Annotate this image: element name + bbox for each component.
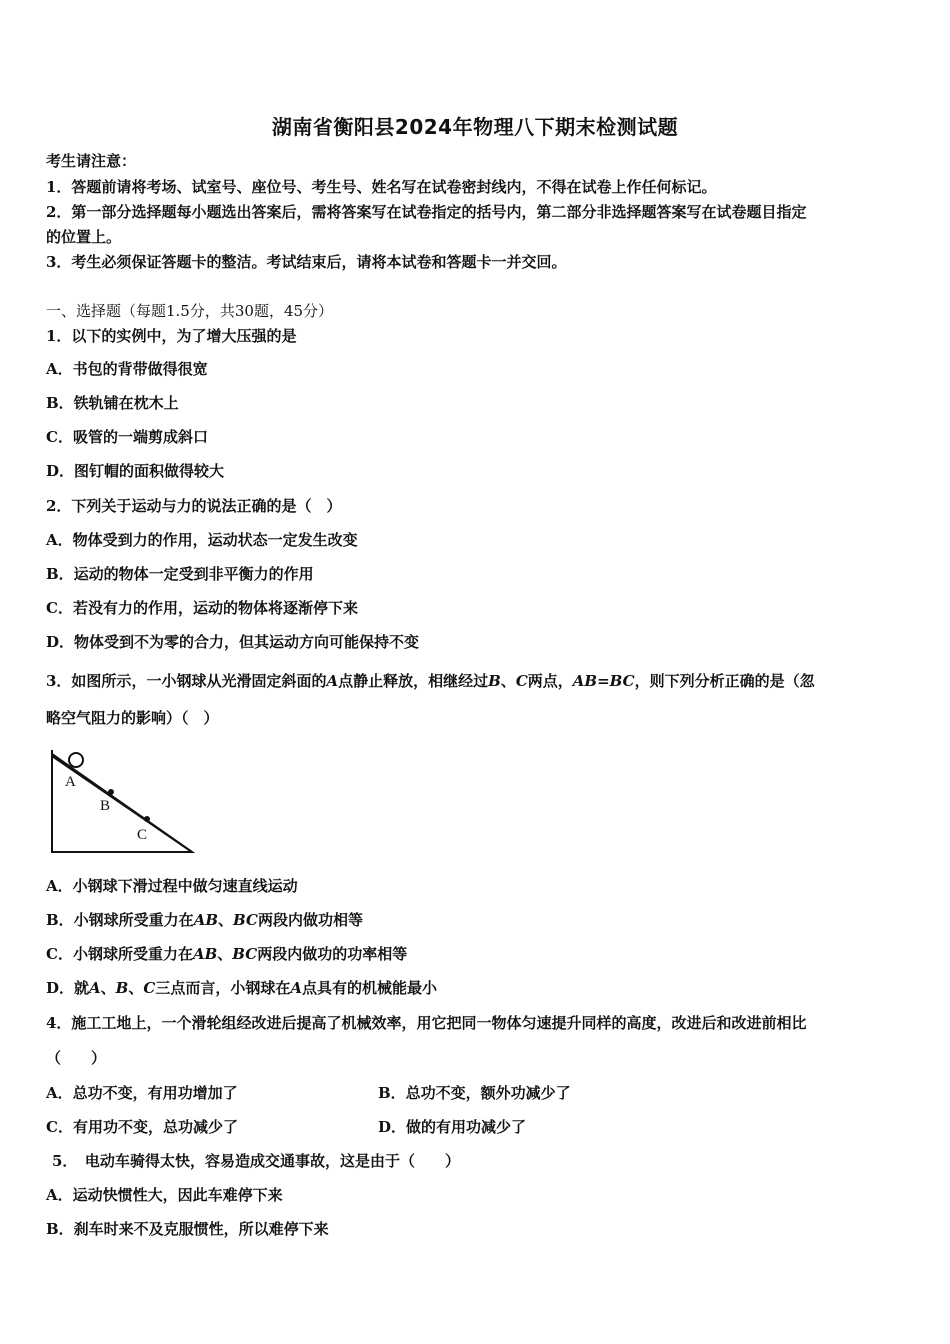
incline-figure	[44, 748, 204, 860]
q3-stem-text-3: 两点，	[527, 672, 573, 690]
notice-item-3: 3．考生必须保证答题卡的整洁。考试结束后，请将本试卷和答题卡一并交回。	[46, 253, 567, 271]
q3-option-d-a2: A	[290, 979, 302, 997]
q3-option-c-text-1: C．小钢球所受重力在	[46, 945, 193, 963]
q5-option-a: A．运动快惯性大，因此车难停下来	[46, 1186, 283, 1204]
q3-option-b-sep: 、	[218, 911, 234, 929]
figure-label-b: B	[100, 798, 111, 814]
q3-stem-line2: 略空气阻力的影响）（ ）	[46, 709, 219, 727]
q4-option-d: D．做的有用功减少了	[378, 1118, 527, 1136]
q3-point-a: A	[326, 672, 339, 690]
q4-stem-line1: 4．施工工地上，一个滑轮组经改进后提高了机械效率，用它把同一物体匀速提升同样的高度，改进后和改进前相比	[46, 1014, 807, 1032]
q2-option-d: D．物体受到不为零的合力，但其运动方向可能保持不变	[46, 633, 420, 651]
q1-option-a: A．书包的背带做得很宽	[46, 360, 208, 378]
q2-option-a: A．物体受到力的作用，运动状态一定发生改变	[46, 531, 358, 549]
q3-stem-text-2: 点静止释放，相继经过	[338, 672, 489, 690]
notice-item-2-cont: 的位置上。	[46, 228, 122, 246]
q3-option-d-c: C	[143, 979, 156, 997]
q1-option-d: D．图钉帽的面积做得较大	[46, 462, 225, 480]
q3-option-c-ab: AB	[192, 945, 218, 963]
q1-option-b: B．铁轨铺在枕木上	[46, 394, 179, 412]
q3-option-d-text-1: D．就	[46, 979, 90, 997]
q1-stem: 1．以下的实例中，为了增大压强的是	[46, 327, 297, 345]
q2-option-c: C．若没有力的作用，运动的物体将逐渐停下来	[46, 599, 358, 617]
q3-option-d-b: B	[115, 979, 129, 997]
q2-stem: 2．下列关于运动与力的说法正确的是（ ）	[46, 497, 342, 515]
page-title: 湖南省衡阳县2024年物理八下期末检测试题	[271, 115, 679, 139]
q3-option-d-sep-1: 、	[100, 979, 116, 997]
steel-ball	[69, 753, 83, 767]
q3-option-d-a: A	[89, 979, 101, 997]
q3-option-d-text-3: 点具有的机械能最小	[301, 979, 437, 997]
q3-option-b-text-2: 两段内做功相等	[257, 911, 363, 929]
q3-option-c-sep: 、	[217, 945, 233, 963]
figure-label-c: C	[137, 827, 148, 843]
q3-option-d	[46, 978, 437, 998]
q3-option-b-text-1: B．小钢球所受重力在	[46, 911, 194, 929]
notice-item-2: 2．第一部分选择题每小题选出答案后，需将答案写在试卷指定的括号内，第二部分非选择题答案写在试卷题目指定	[46, 203, 807, 221]
q3-stem-line1	[46, 671, 815, 691]
incline-slope	[52, 754, 192, 852]
q4-option-c: C．有用功不变，总功减少了	[46, 1118, 238, 1136]
q3-option-b	[46, 910, 363, 930]
figure-label-a: A	[65, 774, 76, 790]
q5-stem: 5． 电动车骑得太快，容易造成交通事故，这是由于（ ）	[52, 1152, 460, 1170]
q1-option-c: C．吸管的一端剪成斜口	[46, 428, 208, 446]
notice-heading: 考生请注意：	[46, 152, 137, 170]
q4-stem-line2: （ ）	[46, 1049, 107, 1067]
q4-option-a: A．总功不变，有用功增加了	[46, 1084, 238, 1102]
q2-option-b: B．运动的物体一定受到非平衡力的作用	[46, 565, 314, 583]
q3-option-a: A．小钢球下滑过程中做匀速直线运动	[46, 877, 298, 895]
q3-option-d-sep-2: 、	[128, 979, 144, 997]
q3-point-b: B	[488, 672, 501, 690]
q3-option-c-text-2: 两段内做功的功率相等	[257, 945, 408, 963]
q3-point-c: C	[515, 672, 528, 690]
q3-option-d-text-2: 三点而言，小钢球在	[155, 979, 291, 997]
q3-equation: AB=BC	[572, 672, 635, 690]
point-b-dot	[108, 789, 114, 795]
point-c-dot	[144, 816, 150, 822]
q5-option-b: B．刹车时来不及克服惯性，所以难停下来	[46, 1220, 329, 1238]
q3-option-b-ab: AB	[193, 911, 219, 929]
q4-option-b: B．总功不变，额外功减少了	[378, 1084, 571, 1102]
q3-stem-sep: 、	[500, 672, 516, 690]
q3-stem-text-4: ，则下列分析正确的是（忽	[634, 672, 815, 690]
q3-option-c-bc: BC	[232, 945, 258, 963]
q3-stem-text-1: 3．如图所示，一小钢球从光滑固定斜面的	[46, 672, 327, 690]
notice-item-1: 1．答题前请将考场、试室号、座位号、考生号、姓名写在试卷密封线内，不得在试卷上作任何标记。	[46, 178, 717, 196]
q3-option-b-bc: BC	[233, 911, 258, 929]
section-heading: 一、选择题（每题1.5分，共30题，45分）	[46, 302, 334, 320]
q3-option-c	[46, 944, 407, 964]
